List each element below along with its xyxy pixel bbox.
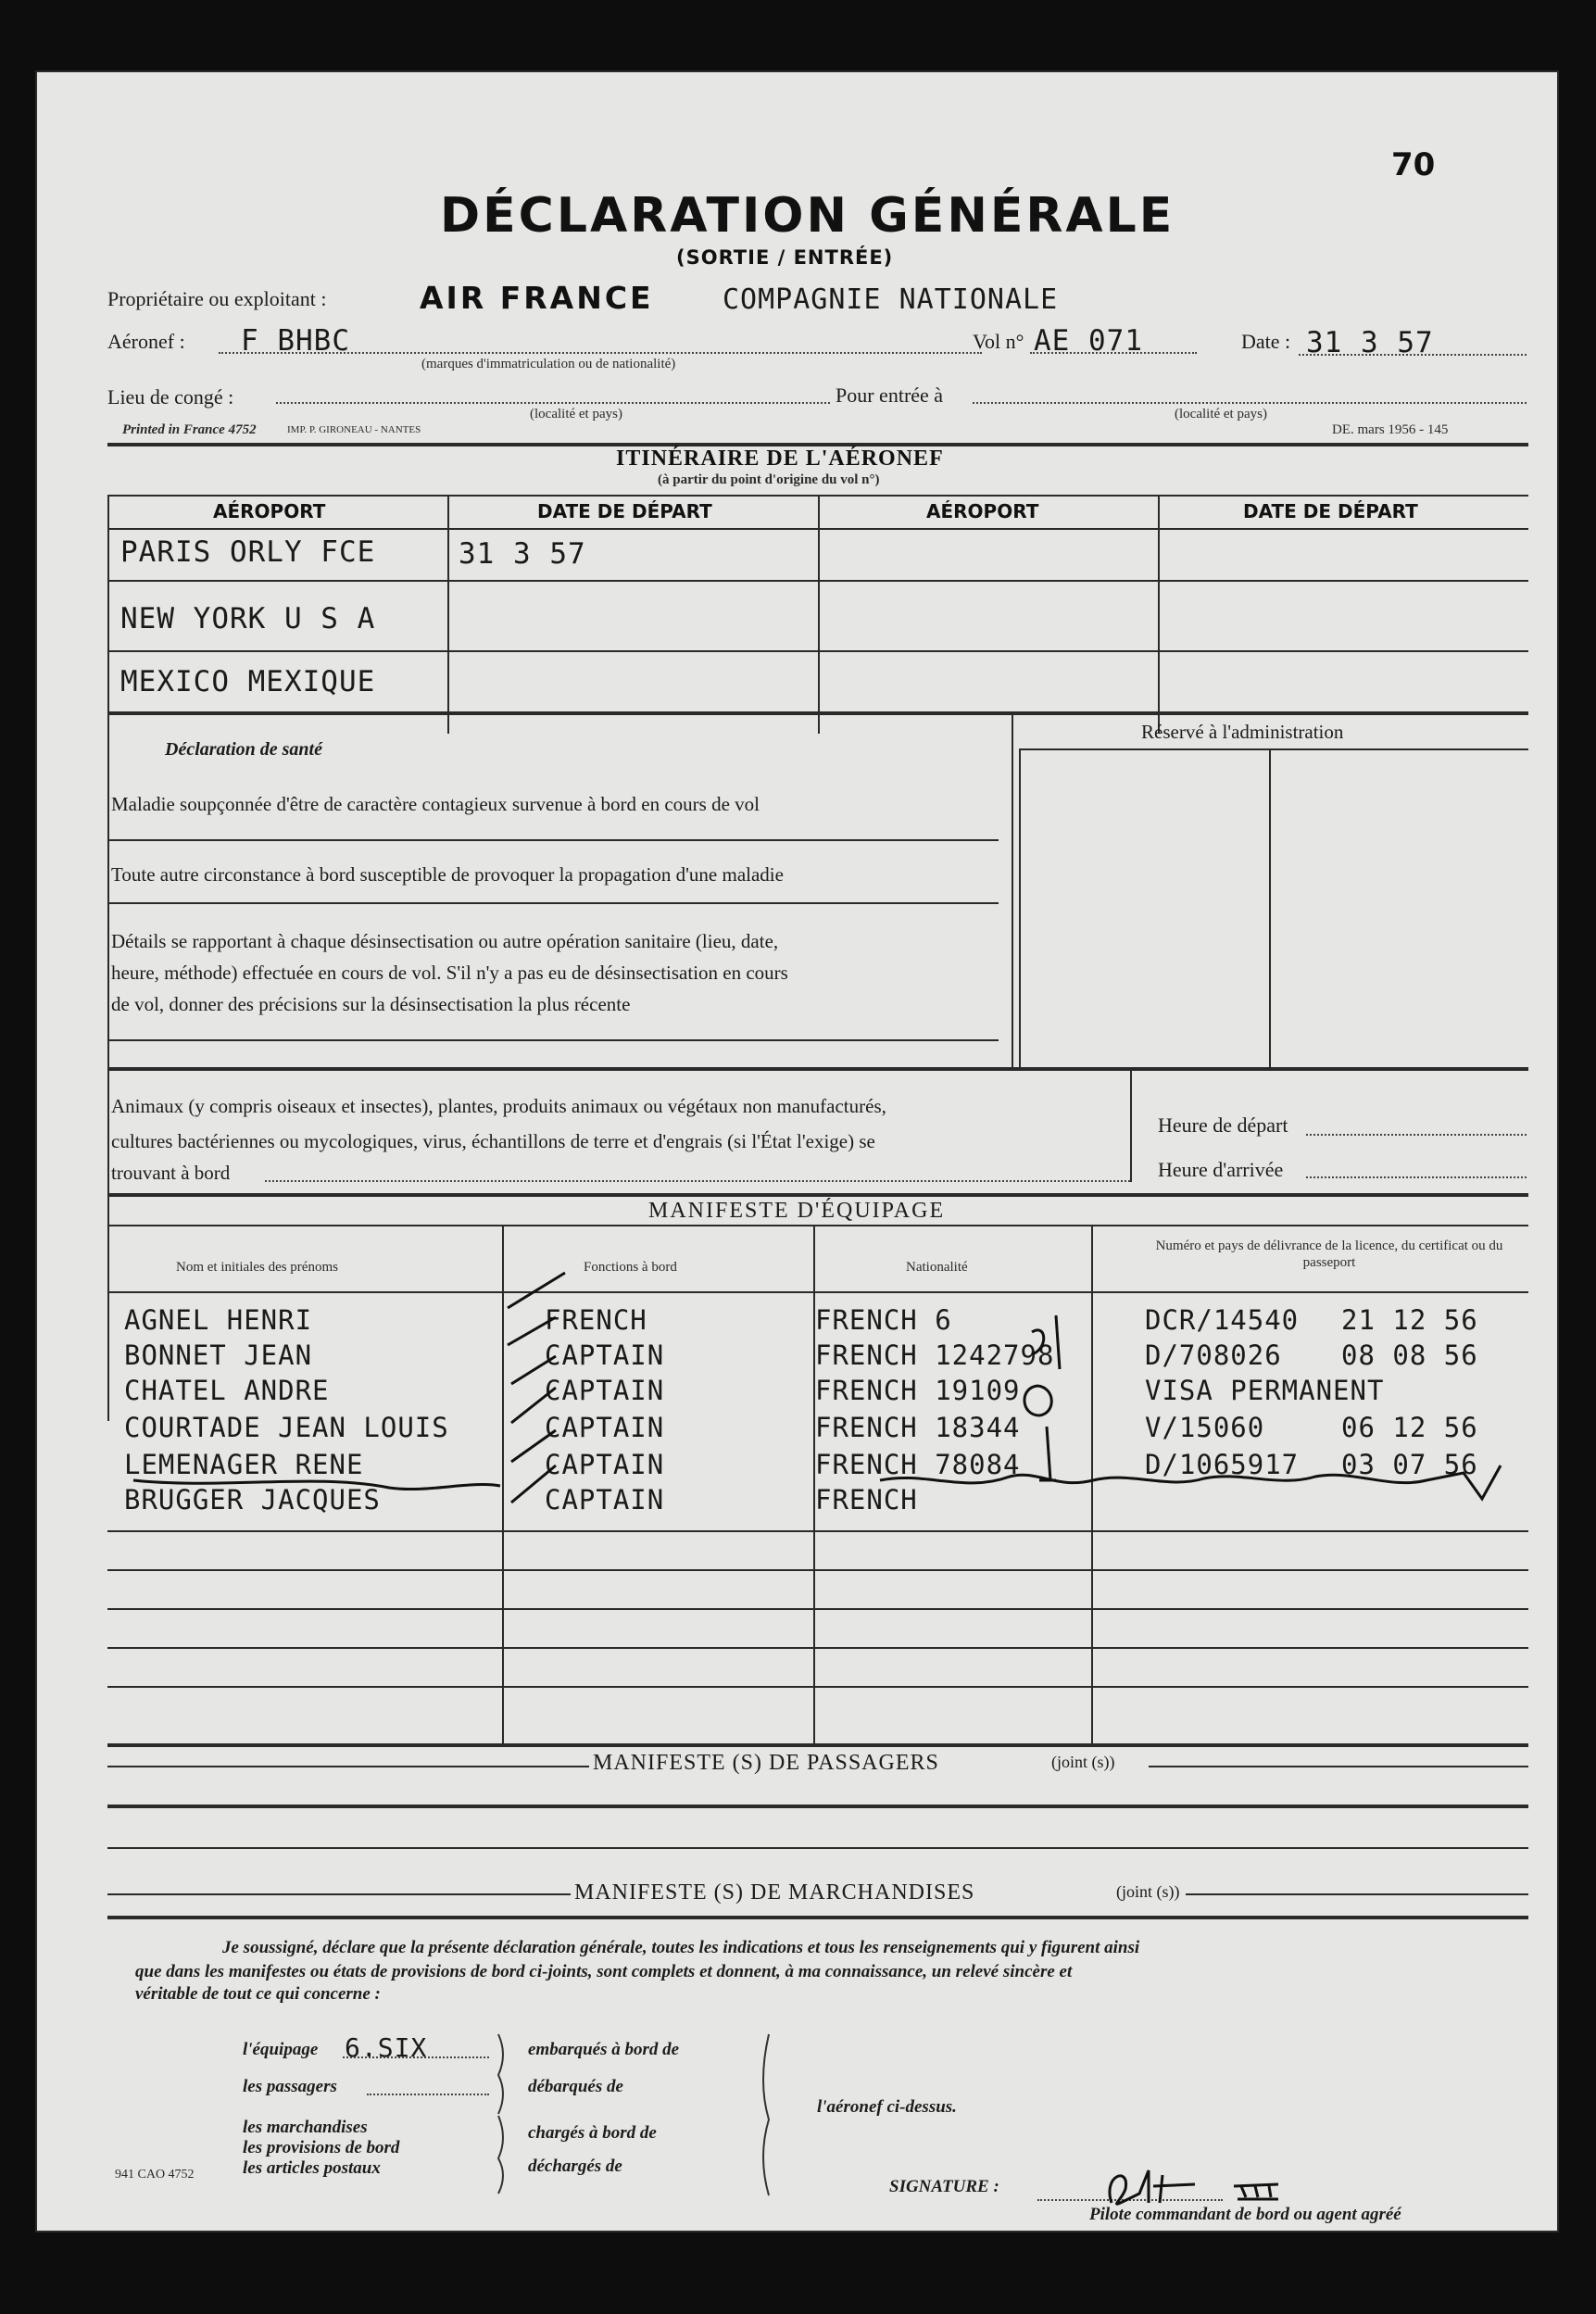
crew-row-3-function: CAPTAIN bbox=[545, 1375, 665, 1406]
health-line-3c: de vol, donner des précisions sur la désinsectisation la plus récente bbox=[111, 993, 631, 1015]
signature-label: SIGNATURE : bbox=[889, 2177, 999, 2196]
crew-row-5-function: CAPTAIN bbox=[545, 1449, 665, 1480]
crew-row-2-date: 08 08 56 bbox=[1341, 1339, 1478, 1371]
aircraft-registration: F BHBC bbox=[241, 324, 350, 358]
crew-row-1-license: DCR/14540 bbox=[1145, 1304, 1300, 1336]
crew-row-4-date: 06 12 56 bbox=[1341, 1412, 1478, 1443]
owner-value-2: COMPAGNIE NATIONALE bbox=[723, 283, 1059, 316]
itinerary-row-1-date: 31 3 57 bbox=[459, 537, 586, 571]
animals-line-3: trouvant à bord bbox=[111, 1162, 231, 1184]
cargo-note: (joint (s)) bbox=[1116, 1882, 1180, 1901]
health-line-3b: heure, méthode) effectuée en cours de vol. S'il n'y a pas eu de désinsectisation en cours bbox=[111, 962, 788, 984]
crew-row-6-name: BRUGGER JACQUES bbox=[124, 1484, 381, 1515]
itinerary-subtitle: (à partir du point d'origine du vol n°) bbox=[658, 472, 880, 487]
arrival-time-label: Heure d'arrivée bbox=[1158, 1158, 1284, 1181]
crew-col-nationality: Nationalité bbox=[906, 1260, 968, 1275]
declaration-line-3: véritable de tout ce qui concerne : bbox=[135, 1984, 381, 2004]
aircraft-above-label: l'aéronef ci-dessus. bbox=[817, 2097, 957, 2117]
clearance-hint: (localité et pays) bbox=[530, 407, 622, 421]
crew-row-1-date: 21 12 56 bbox=[1341, 1304, 1478, 1336]
crew-row-1-function: FRENCH bbox=[545, 1304, 647, 1336]
health-line-1: Maladie soupçonnée d'être de caractère contagieux survenue à bord en cours de vol bbox=[111, 793, 760, 815]
animals-line-2: cultures bactériennes ou mycologiques, virus, échantillons de terre et d'engrais (si l'État l'exige) se bbox=[111, 1130, 875, 1152]
crew-row-2-name: BONNET JEAN bbox=[124, 1339, 313, 1371]
declaration-line-1: Je soussigné, déclare que la présente déclaration générale, toutes les indications et tous les renseignements qui y figurent ainsi bbox=[222, 1938, 1140, 1957]
crew-row-4-function: CAPTAIN bbox=[545, 1412, 665, 1443]
entry-hint: (localité et pays) bbox=[1175, 407, 1267, 421]
crew-row-3-nationality: FRENCH 19109 bbox=[815, 1375, 1021, 1406]
itinerary-title: ITINÉRAIRE DE L'AÉRONEF bbox=[616, 446, 944, 471]
owner-label: Propriétaire ou exploitant : bbox=[107, 287, 327, 310]
animals-line-1: Animaux (y compris oiseaux et insectes), plantes, produits animaux ou végétaux non manufacturés, bbox=[111, 1095, 886, 1117]
crew-row-5-date: 03 07 56 bbox=[1341, 1449, 1478, 1480]
cargo-title: MANIFESTE (S) DE MARCHANDISES bbox=[574, 1880, 975, 1905]
footer-code: 941 CAO 4752 bbox=[115, 2168, 195, 2182]
itinerary-row-3-airport: MEXICO MEXIQUE bbox=[120, 665, 376, 698]
departure-time-label: Heure de départ bbox=[1158, 1113, 1288, 1137]
passengers-note: (joint (s)) bbox=[1051, 1753, 1115, 1771]
printer-small: IMP. P. GIRONEAU - NANTES bbox=[287, 424, 421, 435]
handwriting-marks bbox=[37, 72, 1557, 2231]
crew-row-3-license: VISA PERMANENT bbox=[1145, 1375, 1385, 1406]
provisions-label: les provisions de bord bbox=[243, 2138, 400, 2157]
crew-col-license: Numéro et pays de délivrance de la licence, du certificat ou du passeport bbox=[1155, 1239, 1503, 1270]
crew-row-2-nationality: FRENCH 1242798 bbox=[815, 1339, 1055, 1371]
passengers-title: MANIFESTE (S) DE PASSAGERS bbox=[593, 1751, 939, 1775]
crew-count-label: l'équipage bbox=[243, 2040, 319, 2059]
goods-label: les marchandises bbox=[243, 2118, 368, 2137]
itinerary-col-airport-2: AÉROPORT bbox=[926, 500, 1039, 522]
page-number: 70 bbox=[1391, 146, 1436, 183]
crew-row-5-name: LEMENAGER RENE bbox=[124, 1449, 364, 1480]
pilot-label: Pilote commandant de bord ou agent agréé bbox=[1089, 2205, 1401, 2224]
crew-row-1-nationality: FRENCH 6 bbox=[815, 1304, 952, 1336]
crew-col-function: Fonctions à bord bbox=[584, 1260, 677, 1275]
itinerary-row-1-airport: PARIS ORLY FCE bbox=[120, 535, 376, 569]
crew-row-2-license: D/708026 bbox=[1145, 1339, 1282, 1371]
crew-row-3-name: CHATEL ANDRE bbox=[124, 1375, 330, 1406]
crew-col-name: Nom et initiales des prénoms bbox=[176, 1260, 338, 1275]
printer-mark: Printed in France 4752 bbox=[122, 422, 257, 437]
form-title: DÉCLARATION GÉNÉRALE bbox=[440, 188, 1175, 244]
form-subtitle: (SORTIE / ENTRÉE) bbox=[676, 246, 894, 269]
postal-label: les articles postaux bbox=[243, 2158, 381, 2178]
crew-row-6-function: CAPTAIN bbox=[545, 1484, 665, 1515]
declaration-form bbox=[37, 72, 1557, 2231]
clearance-label: Lieu de congé : bbox=[107, 385, 234, 409]
health-line-3a: Détails se rapportant à chaque désinsectisation ou autre opération sanitaire (lieu, date, bbox=[111, 930, 779, 952]
itinerary-col-date-1: DATE DE DÉPART bbox=[537, 500, 712, 522]
crew-row-5-license: D/1065917 bbox=[1145, 1449, 1300, 1480]
crew-row-4-license: V/15060 bbox=[1145, 1412, 1265, 1443]
loaded-label: chargés à bord de bbox=[528, 2123, 657, 2143]
itinerary-col-airport-1: AÉROPORT bbox=[213, 500, 326, 522]
flight-label: Vol n° bbox=[973, 330, 1024, 353]
aircraft-hint: (marques d'immatriculation ou de nationalité) bbox=[421, 357, 676, 371]
edition-mark: DE. mars 1956 - 145 bbox=[1332, 422, 1449, 437]
disembarked-label: débarqués de bbox=[528, 2077, 623, 2096]
crew-title: MANIFESTE D'ÉQUIPAGE bbox=[648, 1199, 946, 1223]
crew-row-4-nationality: FRENCH 18344 bbox=[815, 1412, 1021, 1443]
crew-row-1-name: AGNEL HENRI bbox=[124, 1304, 313, 1336]
crew-count-value: 6.SIX bbox=[345, 2032, 428, 2063]
embarked-label: embarqués à bord de bbox=[528, 2040, 680, 2059]
entry-label: Pour entrée à bbox=[836, 384, 944, 407]
health-title: Déclaration de santé bbox=[165, 739, 322, 760]
date-value: 31 3 57 bbox=[1306, 326, 1434, 359]
reserved-admin: Réservé à l'administration bbox=[1141, 721, 1344, 743]
health-line-2: Toute autre circonstance à bord susceptible de provoquer la propagation d'une maladie bbox=[111, 863, 784, 886]
date-label: Date : bbox=[1241, 330, 1291, 353]
itinerary-col-date-2: DATE DE DÉPART bbox=[1243, 500, 1418, 522]
unloaded-label: déchargés de bbox=[528, 2157, 622, 2176]
crew-row-4-name: COURTADE JEAN LOUIS bbox=[124, 1412, 449, 1443]
flight-number: AE 071 bbox=[1034, 324, 1143, 358]
owner-value: AIR FRANCE bbox=[420, 280, 654, 316]
declaration-line-2: que dans les manifestes ou états de provisions de bord ci-joints, sont complets et donnent, à ma connaissance, un relevé sincère et bbox=[135, 1962, 1073, 1981]
crew-row-2-function: CAPTAIN bbox=[545, 1339, 665, 1371]
passengers-count-label: les passagers bbox=[243, 2077, 337, 2096]
crew-row-5-nationality: FRENCH 78084 bbox=[815, 1449, 1021, 1480]
aircraft-label: Aéronef : bbox=[107, 330, 185, 353]
crew-row-6-nationality: FRENCH bbox=[815, 1484, 918, 1515]
itinerary-row-2-airport: NEW YORK U S A bbox=[120, 602, 376, 635]
